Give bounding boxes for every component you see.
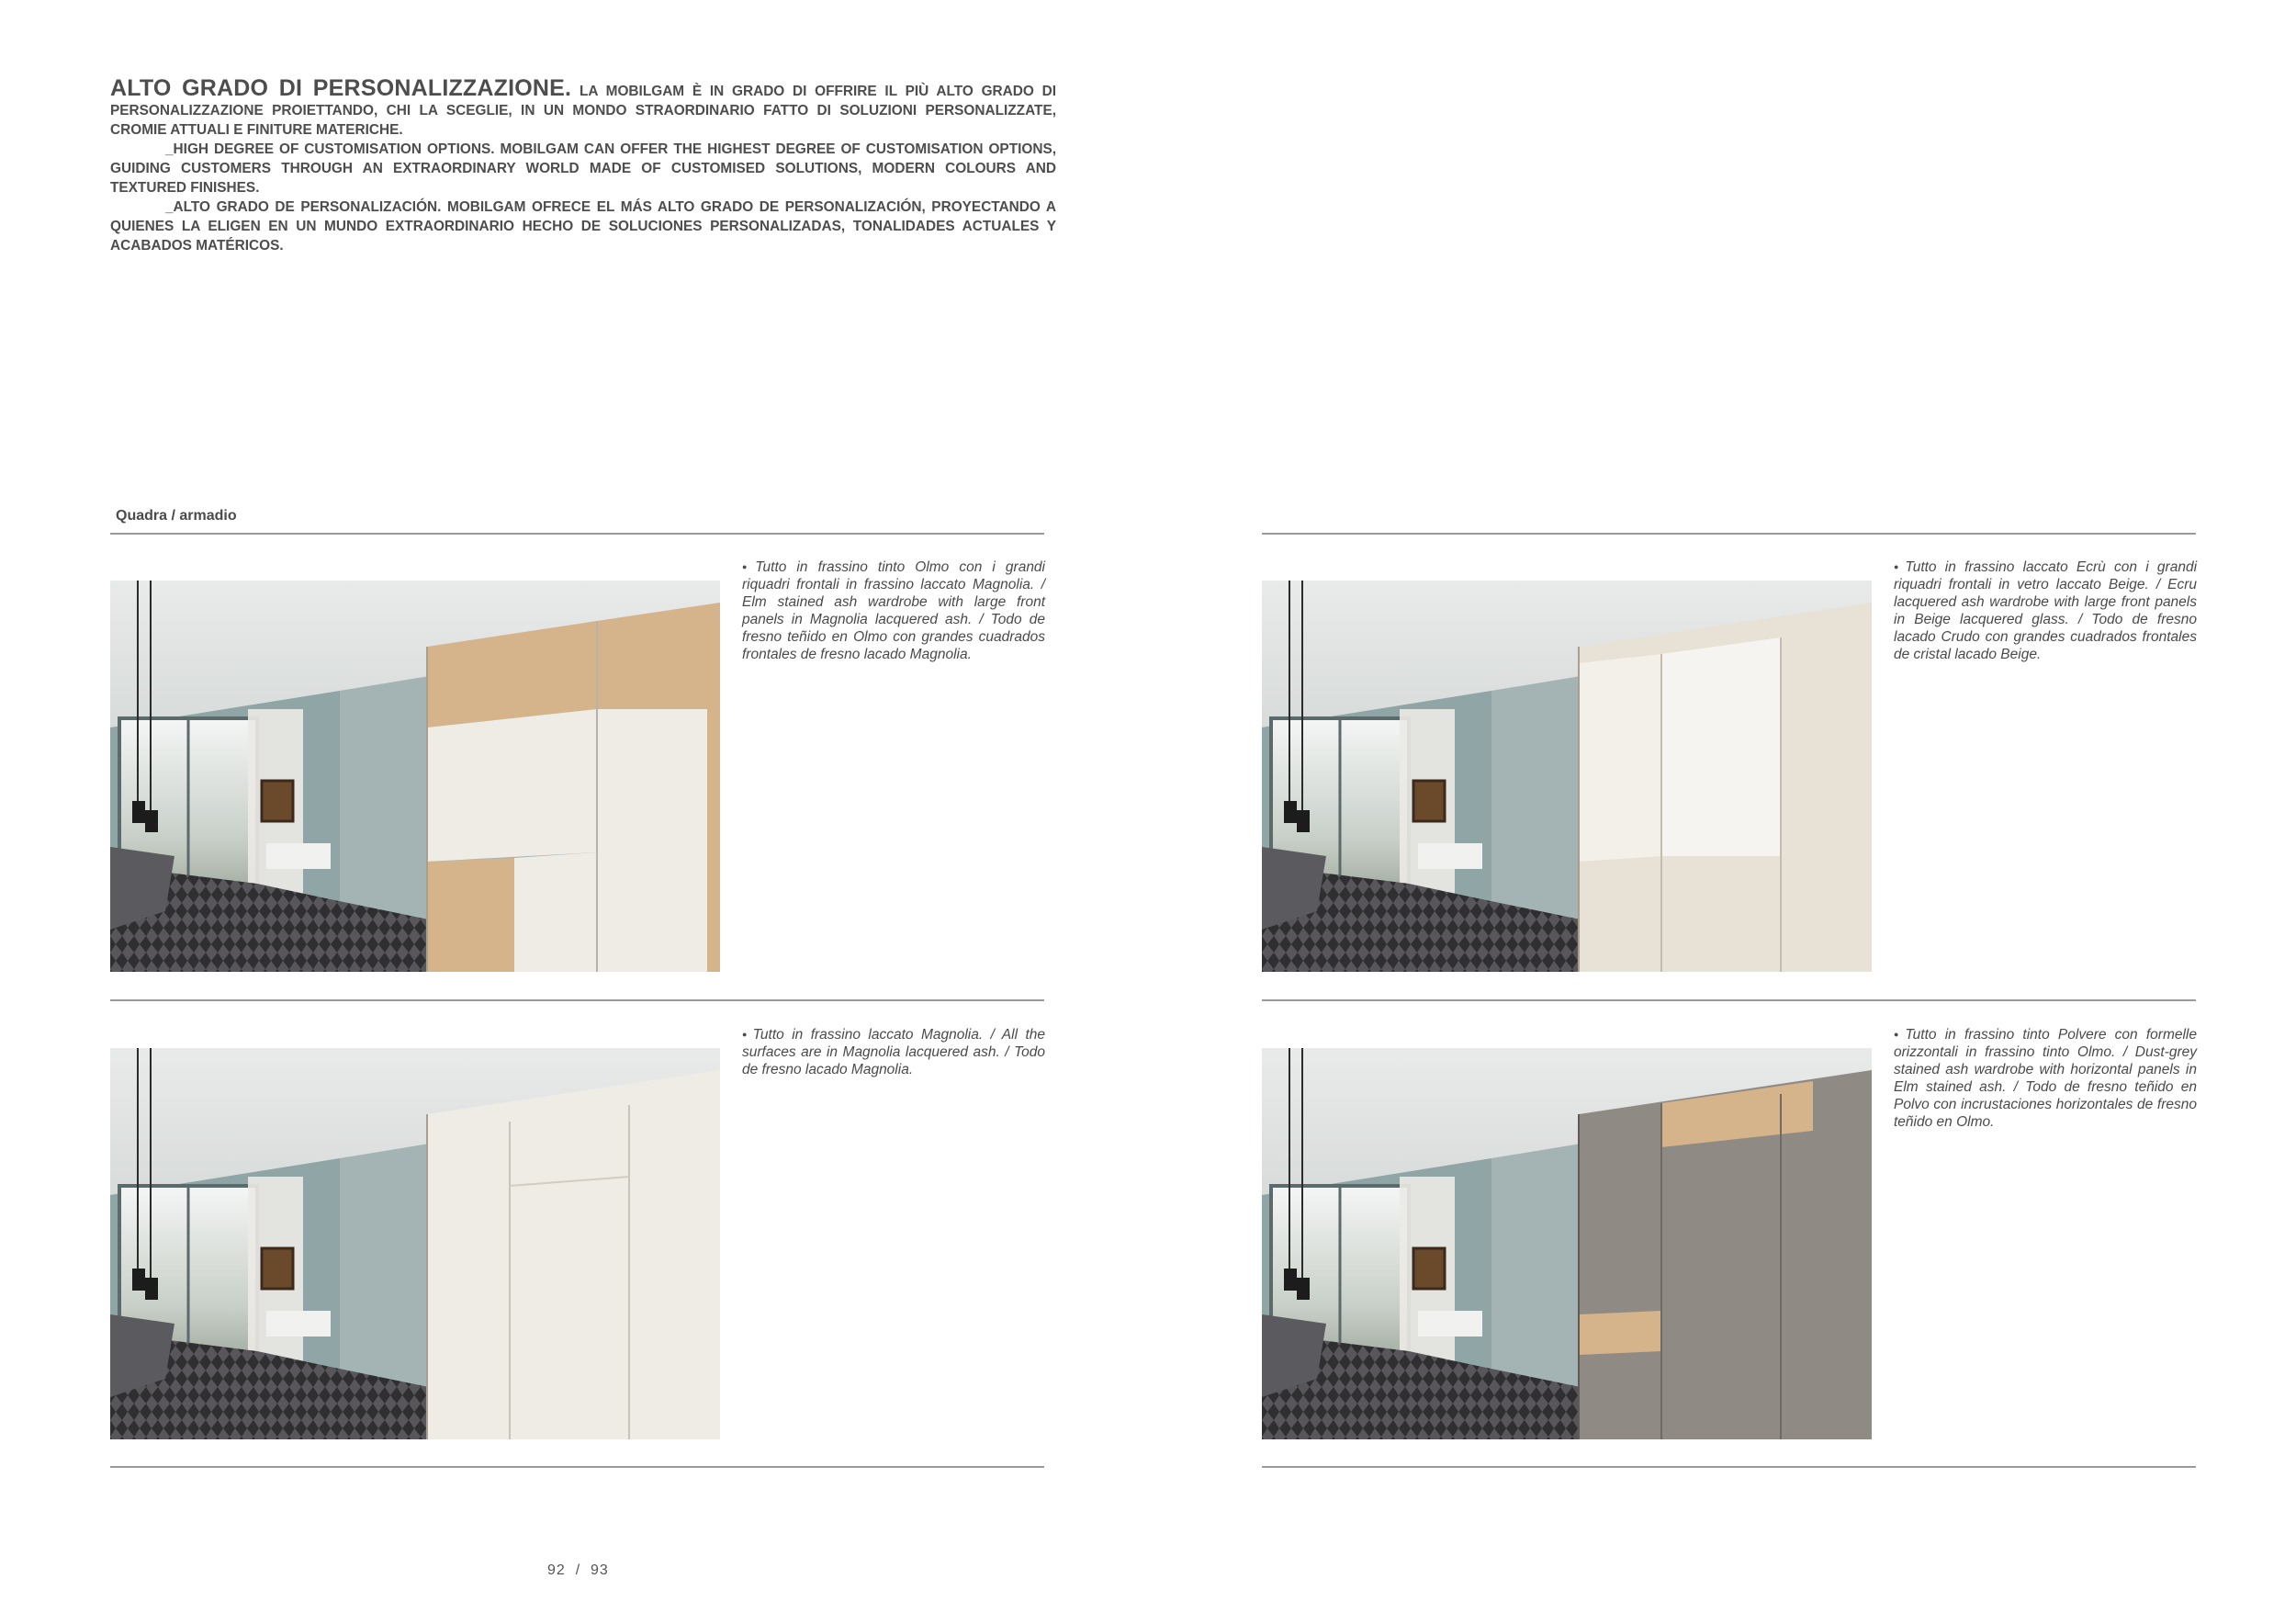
wardrobe-photo-magnolia: [110, 1048, 720, 1439]
caption-3-text: Tutto in frassino laccato Magnolia. / All the surfaces are in Magnolia lacquered ash. / Todo de fresno lacado Magnolia.: [742, 1027, 1045, 1078]
intro-english: _HIGH DEGREE OF CUSTOMISATION OPTIONS. MOBILGAM CAN OFFER THE HIGHEST DEGREE OF CUSTOMISATION OPTIONS, GUIDING CUSTOMERS THROUGH AN EXTRAORDINARY WORLD MADE OF CUSTOMISED SOLUTIONS, MODERN COLOURS AND TEXTURED FINISHES.: [110, 141, 1056, 196]
caption-1: [742, 558, 1045, 663]
divider-top-left: [110, 533, 1044, 535]
intro-italian: LA MOBILGAM È IN GRADO DI OFFRIRE IL PIÙ ALTO GRADO DI PERSONALIZZAZIONE PROIETTANDO, CHI LA SCEGLIE, IN UN MONDO STRAORDINARIO FATTO DI SOLUZIONI PERSONALIZZATE, CROMIE ATTUALI E FINITURE MATERICHE.: [110, 84, 1057, 138]
wardrobe-photo-elm-magnolia: [110, 581, 720, 972]
caption-bullet: ●: [1894, 1030, 1904, 1040]
divider-middle-left: [110, 999, 1044, 1001]
divider-bottom-left: [110, 1466, 1044, 1468]
divider-middle-right: [1262, 999, 2196, 1001]
caption-1-text: Tutto in frassino tinto Olmo con i grandi riquadri frontali in frassino laccato Magnolia. / Elm stained ash wardrobe with large front panels in Magnolia lacquered ash. / Todo de fresno teñido en Olmo con grandes cuadrados frontales de fresno lacado Magnolia.: [742, 559, 1045, 663]
wardrobe-photo-ecru-beige: [1262, 581, 1872, 972]
caption-3: [742, 1026, 1045, 1078]
wardrobe-photo-dustgrey-elm: [1262, 1048, 1872, 1439]
intro-spanish: _ALTO GRADO DE PERSONALIZACIÓN. MOBILGAM OFRECE EL MÁS ALTO GRADO DE PERSONALIZACIÓN, PROYECTANDO A QUIENES LA ELIGEN EN UN MUNDO EXTRAORDINARIO HECHO DE SOLUCIONES PERSONALIZADAS, TONALIDADES ACTUALES Y ACABADOS MATÉRICOS.: [110, 199, 1056, 254]
caption-2: [1894, 558, 2197, 663]
caption-bullet: ●: [742, 1030, 751, 1040]
caption-bullet: ●: [742, 562, 754, 572]
caption-bullet: ●: [1894, 562, 1904, 572]
caption-2-text: Tutto in frassino laccato Ecrù con i grandi riquadri frontali in vetro laccato Beige. / Ecru lacquered ash wardrobe with large front panels in Beige lacquered glass. / Todo de fresno lacado Crudo con grandes cuadrados frontales de cristal lacado Beige.: [1894, 559, 2198, 663]
intro-text: [110, 75, 1057, 255]
caption-4-text: Tutto in frassino tinto Polvere con formelle orizzontali in frassino tinto Olmo. / Dust-grey stained ash wardrobe with horizontal panels in Elm stained ash. / Todo de fresno teñido en Polvo con incrustaciones horizontales de fresno teñido en Olmo.: [1894, 1027, 2197, 1131]
section-label: Quadra / armadio: [116, 508, 237, 524]
divider-bottom-right: [1262, 1466, 2196, 1468]
page-numbers: 92 / 93: [547, 1562, 609, 1578]
intro-headline: ALTO GRADO DI PERSONALIZZAZIONE.: [110, 75, 572, 101]
caption-4: [1894, 1026, 2197, 1131]
divider-top-right: [1262, 533, 2196, 535]
